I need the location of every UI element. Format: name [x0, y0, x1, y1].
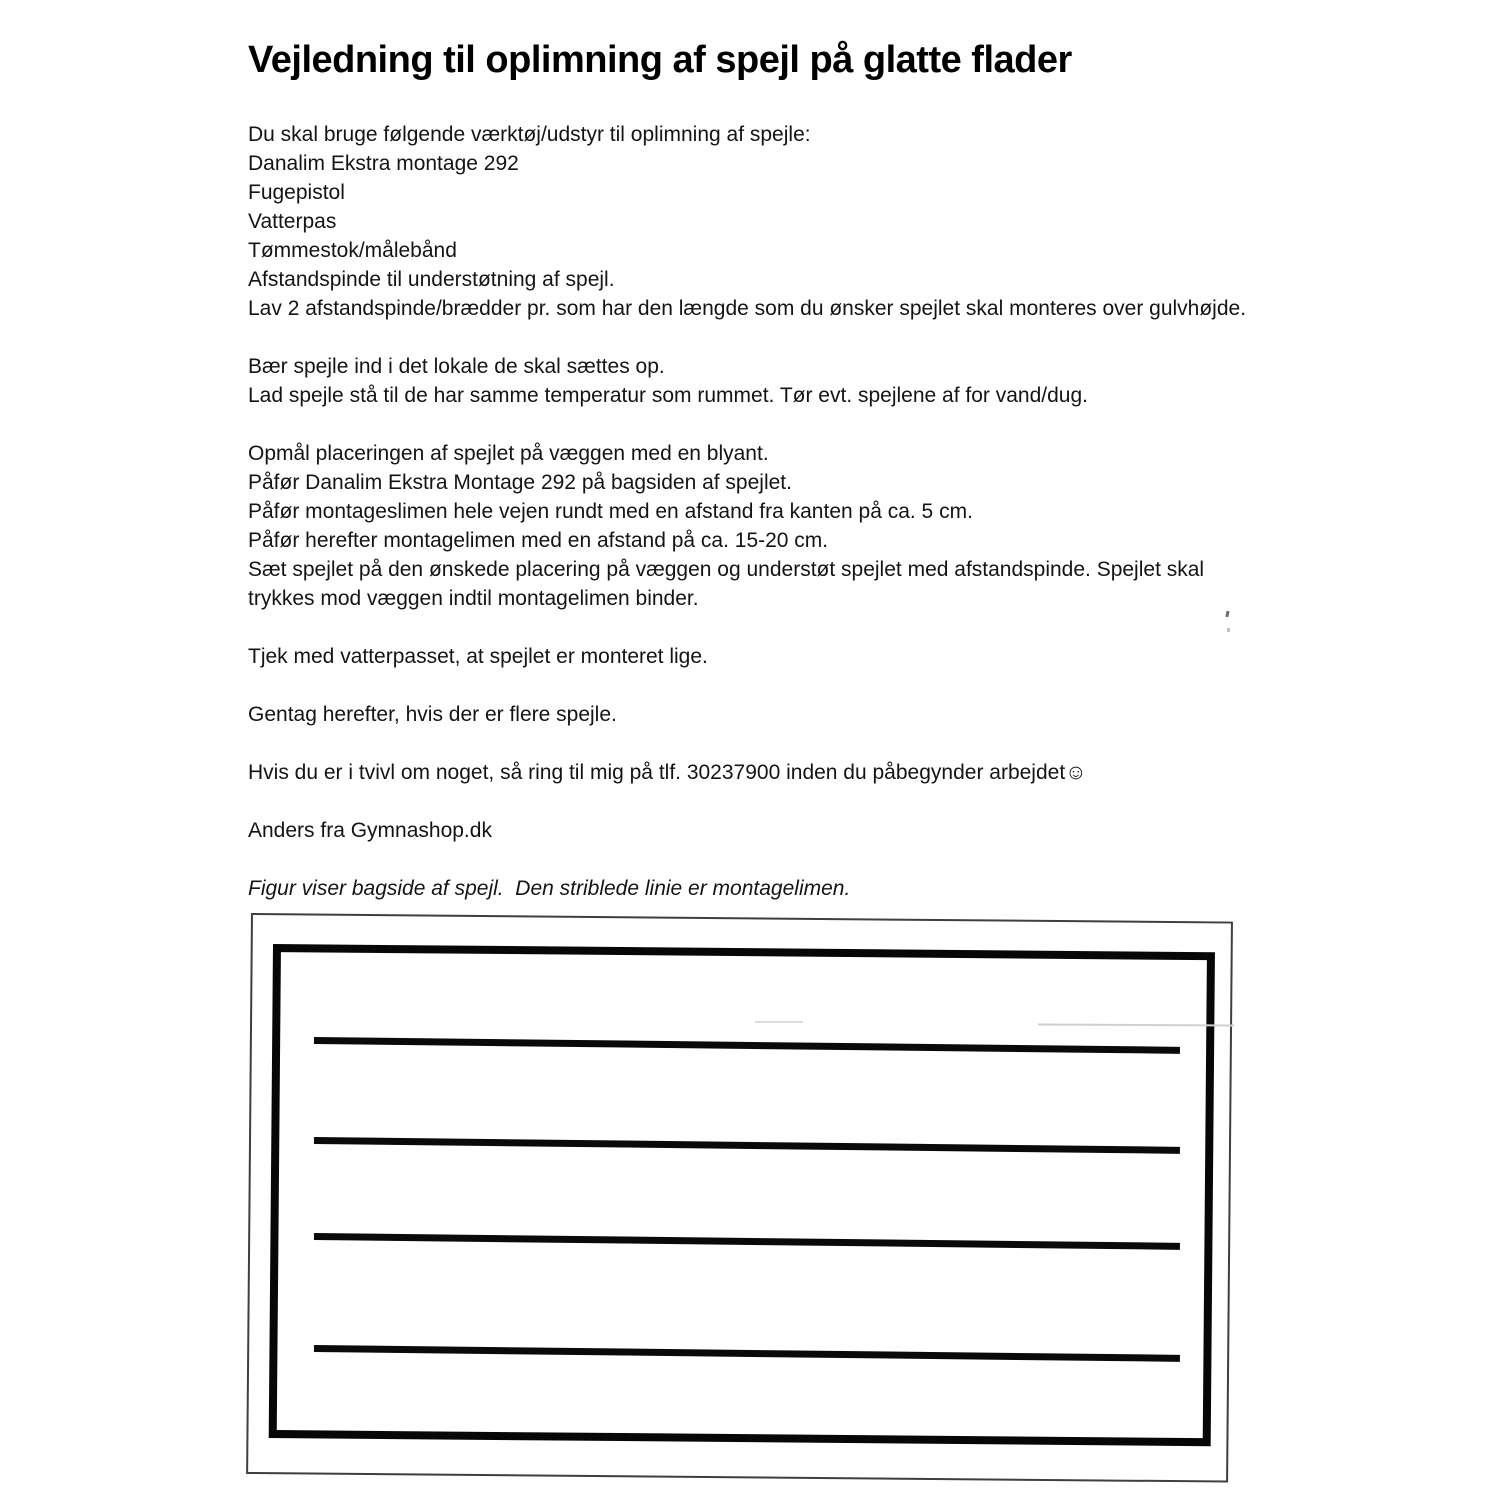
text-line: Påfør herefter montagelimen med en afstand på ca. 15-20 cm.: [248, 529, 829, 552]
text-line: Afstandspinde til understøtning af spejl.: [248, 268, 615, 291]
paragraph-tools: [248, 120, 1500, 323]
text-line: Tjek med vatterpasset, at spejlet er monteret lige.: [248, 645, 708, 668]
text-line: trykkes mod væggen indtil montagelimen binder.: [248, 587, 699, 610]
mirror-frame: [269, 944, 1215, 1446]
paragraph-level-check: [248, 642, 1500, 671]
text-line: Påfør Danalim Ekstra Montage 292 på bagsiden af spejlet.: [248, 471, 792, 494]
scan-artifact-line: [755, 1021, 803, 1023]
text-line: Sæt spejlet på den ønskede placering på væggen og understøt spejlet med afstandspinde. Spejlet skal: [248, 558, 1205, 581]
page-title: Vejledning til oplimning af spejl på glatte flader: [248, 39, 1072, 81]
scan-speck: [1225, 611, 1229, 617]
paragraph-contact: [248, 758, 1500, 787]
text-line: Påfør montageslimen hele vejen rundt med en afstand fra kanten på ca. 5 cm.: [248, 500, 973, 523]
scan-speck: [1227, 628, 1230, 632]
paragraph-signature: [248, 816, 1500, 845]
text-line: Bær spejle ind i det lokale de skal sættes op.: [248, 355, 665, 378]
text-line: Danalim Ekstra montage 292: [248, 152, 519, 175]
text-line: Gentag herefter, hvis der er flere spejle.: [248, 703, 617, 726]
text-line: Opmål placeringen af spejlet på væggen med en blyant.: [248, 442, 769, 465]
paragraph-acclimatize: [248, 352, 1500, 410]
text-line: Fugepistol: [248, 181, 345, 204]
text-line: Lav 2 afstandspinde/brædder pr. som har den længde som du ønsker spejlet skal monteres over gulvhøjde.: [248, 297, 1247, 320]
paragraph-mounting-steps: [248, 439, 1500, 613]
paragraph-repeat: [248, 700, 1500, 729]
text-line: Hvis du er i tvivl om noget, så ring til mig på tlf. 30237900 inden du påbegynder arbejdet☺: [248, 761, 1087, 784]
text-line: Du skal bruge følgende værktøj/udstyr til oplimning af spejle:: [248, 123, 811, 146]
figure-caption: Figur viser bagside af spejl. Den striblede linie er montagelimen.: [248, 877, 851, 900]
text-line: Lad spejle stå til de har samme temperatur som rummet. Tør evt. spejlene af for vand/dug.: [248, 384, 1088, 407]
text-line: Anders fra Gymnashop.dk: [248, 819, 492, 842]
text-line: Tømmestok/målebånd: [248, 239, 457, 262]
text-line: Vatterpas: [248, 210, 337, 233]
